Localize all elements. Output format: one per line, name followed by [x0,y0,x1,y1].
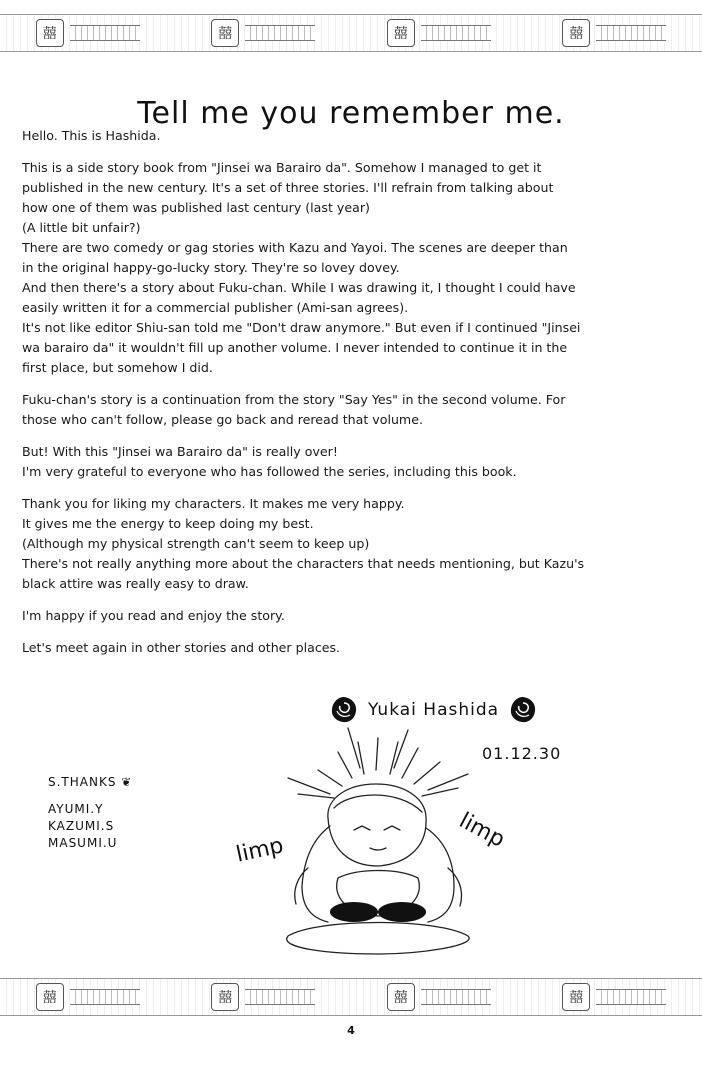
scroll-ornament [70,25,140,41]
kanji-emblem-icon: 囍 [211,19,239,47]
kanji-emblem-icon: 囍 [387,983,415,1011]
text-line: And then there's a story about Fuku-chan. While I was drawing it, I thought I could have [22,280,576,295]
thanks-name: MASUMI.U [48,836,118,850]
decorative-border-bottom [0,978,702,1016]
thanks-heading-label: S.THANKS [48,775,117,789]
page-title: Tell me you remember me. [137,96,565,132]
kanji-emblem-icon: 囍 [211,983,239,1011]
paragraph [22,126,686,146]
border-motif [562,983,666,1011]
kanji-emblem-icon: 囍 [36,983,64,1011]
sound-effect-text: limp [454,808,509,853]
text-line: I'm very grateful to everyone who has followed the series, including this book. [22,464,517,479]
border-motif [387,983,491,1011]
text-line: in the original happy-go-lucky story. They're so lovey dovey. [22,260,400,275]
thanks-heading [48,774,132,791]
text-line: This is a side story book from "Jinsei wa Barairo da". Somehow I managed to get it [22,160,542,175]
scroll-ornament [596,989,666,1005]
text-line: those who can't follow, please go back and reread that volume. [22,412,423,427]
border-motif [211,983,315,1011]
sound-effect-text: limp [233,833,286,868]
paragraph [22,442,686,482]
kanji-emblem-icon: 囍 [387,19,415,47]
border-motif [387,19,491,47]
text-line: There are two comedy or gag stories with Kazu and Yayoi. The scenes are deeper than [22,240,568,255]
scroll-ornament [596,25,666,41]
text-line: There's not really anything more about the characters that needs mentioning, but Kazu's [22,556,585,571]
paragraph [22,494,686,594]
text-line: It's not like editor Shiu-san told me "Don't draw anymore." But even if I continued "Jinsei [22,320,581,335]
kanji-emblem-icon: 囍 [562,19,590,47]
page-number: 4 [347,1024,355,1037]
text-line: wa barairo da" it wouldn't fill up another volume. I never intended to continue it in the [22,340,568,355]
paragraph [22,638,686,658]
scroll-ornament [421,25,491,41]
decorative-border-top [0,14,702,52]
thanks-name: AYUMI.Y [48,802,104,816]
scroll-ornament [70,989,140,1005]
flower-doodle-icon: ❦ [121,775,133,789]
text-line: how one of them was published last century (last year) [22,200,370,215]
kanji-emblem-icon: 囍 [562,983,590,1011]
text-line: Fuku-chan's story is a continuation from the story "Say Yes" in the second volume. For [22,392,566,407]
paragraph [22,606,686,626]
border-motif [562,19,666,47]
thanks-name: KAZUMI.S [48,819,115,833]
kanji-emblem-icon: 囍 [36,19,64,47]
paragraph [22,390,686,430]
text-line: But! With this "Jinsei wa Barairo da" is really over! [22,444,338,459]
afterword-text [22,126,686,670]
signature-date: 01.12.30 [482,744,562,763]
text-line: published in the new century. It's a set of three stories. I'll refrain from talking about [22,180,554,195]
text-line: (Although my physical strength can't seem to keep up) [22,536,370,551]
scroll-ornament [245,25,315,41]
text-line: Thank you for liking my characters. It makes me very happy. [22,496,405,511]
scroll-ornament [421,989,491,1005]
border-motif [36,983,140,1011]
text-line: I'm happy if you read and enjoy the story. [22,608,285,623]
text-line: easily written it for a commercial publisher (Ami-san agrees). [22,300,409,315]
text-line: first place, but somehow I did. [22,360,213,375]
text-line: (A little bit unfair?) [22,220,141,235]
text-line: Hello. This is Hashida. [22,128,161,143]
author-signature: Yukai Hashida [368,700,500,720]
border-motif [36,19,140,47]
text-line: Let's meet again in other stories and other places. [22,640,341,655]
paragraph [22,158,686,378]
special-thanks [48,774,132,852]
text-line: black attire was really easy to draw. [22,576,249,591]
text-line: It gives me the energy to keep doing my best. [22,516,314,531]
border-motif [211,19,315,47]
scroll-ornament [245,989,315,1005]
